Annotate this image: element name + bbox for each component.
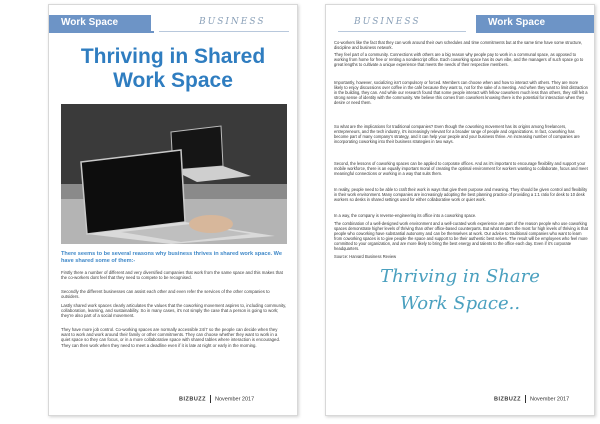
paragraph: The combination of a well-designed work environment and a well-curated work experience are part of the reason people who use coworking spaces demonstrate higher levels of thriving than other office-based counterparts. But what matters the most for high levels of thriving is that people who coworking have substantial autonomy and can be themselves at work. Our advice to traditional companies who want to learn from coworking spaces is to give people the space and support to be their authentic best selves. The result will be employees who feel more committed to your organization, and are more likely to bring the best energy and talents to the office each day. Even if it's corporate headquarters. — [334, 221, 588, 251]
laptop-photo — [61, 104, 287, 244]
closing-script-title — [326, 263, 594, 317]
footer-brand: BIZBUZZ — [494, 396, 522, 403]
script-line-2: Work Space.. — [399, 293, 521, 314]
title-line-1: Thriving in Shared — [80, 45, 266, 68]
page-title — [49, 45, 297, 93]
paragraph: Lastly shared work spaces clearly articulates the values that the coworking movement aspires to, including community, collaboration, learning, and sustainability. So in many cases, it's not simply the case that a person is going to work; they're also part of a social movement. — [61, 303, 287, 319]
tab-rule — [49, 31, 154, 33]
paragraph: In a way, the company is reverse-engineering its office into a coworking space. — [334, 213, 477, 218]
intro-subhead: There seems to be several reasons why business thrives in shared work space. We have shared some of them:- — [61, 251, 282, 264]
script-line-1: Thriving in Share — [380, 266, 540, 287]
source-note: Source: Harvard Business Review — [334, 254, 397, 259]
paragraph: Second, the lessons of coworking spaces can be applied to corporate offices. And as it's important to encourage flexibility and support your mobile workforce, there is an equally important moral of creating the optimal environment for workers wanting to collaborate, focus and meet meaningful connections or working in a way that suits them. — [334, 161, 588, 176]
paragraph: So what are the implications for traditional companies? Even though the coworking movement has its origins among freelancers, entrepreneurs, and the tech industry, it's increasingly relevant for a broader range of people and organizations. In fact, coworking has become part of many company's strategy, and it can help your people and your business thrive. An increasing number of companies are incorporating coworking into their business strategies in two ways. — [334, 124, 580, 144]
section-label: BUSINESS — [354, 17, 421, 27]
tab-rule — [476, 31, 594, 33]
left-page — [48, 4, 298, 416]
section-tab: Work Space — [476, 15, 594, 31]
paragraph: They feel part of a community. Connections with others are a big reason why people pay to work in a communal space, as opposed to working from home for free or renting a nondescript office. Each coworking space has its own vibe, and the managers of such space go to great lengths to cultivate a unique experience that meets the needs of their respective members. — [334, 52, 584, 67]
right-page — [325, 4, 595, 416]
paragraph: Importantly, however, socializing isn't compulsory or forced. Members can choose when and how to interact with others. They are more likely to enjoy discussions over coffee in the café because they want to, not for the sake of a meeting. And when they want to limit distraction in the building, they can. And while our research found that some people interact with fellow coworkers much less than others, they still felt a strong sense of identity with the community. We believe this comes from coworkers knowing there is the potential for interaction when they desire or need them. — [334, 80, 588, 105]
page-footer — [179, 395, 254, 403]
paragraph: In reality, people need to be able to craft their work in ways that give them purpose and meaning. They should be given control and flexibility in their work environment. Many companies are increasingly adopting the best planning practice of providing a 1:1 ratio for desk to 10 desk workers so desks in shared settings used for either collaborative work or quiet work. — [334, 187, 588, 202]
footer-date: November 2017 — [530, 396, 570, 403]
footer-divider — [210, 395, 211, 403]
footer-brand: BIZBUZZ — [179, 396, 207, 403]
footer-divider — [525, 395, 526, 403]
section-tab: Work Space — [49, 15, 151, 31]
paragraph: Co-workers like the fact that they can work around their own schedules and time commitments but at the same time have some structure, discipline and business network. — [334, 40, 583, 50]
section-rule — [338, 31, 466, 32]
footer-date: November 2017 — [215, 396, 255, 403]
section-label: BUSINESS — [199, 17, 266, 27]
page-footer — [494, 395, 569, 403]
paragraph: Secondly the different businesses can assist each other and even refer the services of the other companies to outsiders. — [61, 289, 270, 300]
title-line-2: Work Space — [113, 69, 233, 92]
paragraph: Firstly there a number of different and very diversified companies that work from the same space and this makes that the co-workers dont feel that they need to compete to be recognised. — [61, 270, 283, 281]
section-rule — [159, 31, 289, 32]
laptop-illustration — [61, 104, 287, 244]
paragraph: They have more job control. Co-working spaces are normally accessible 24/7 so the people can decide when they want to work and work around their family or other commitments. They can choose whether they want to work in a quiet space so they can focus, or in a more collaborative space with shared tables where interaction is encouraged. They can then work when they need to meet a deadline even if it is late at night or early in the morning. — [61, 327, 281, 348]
